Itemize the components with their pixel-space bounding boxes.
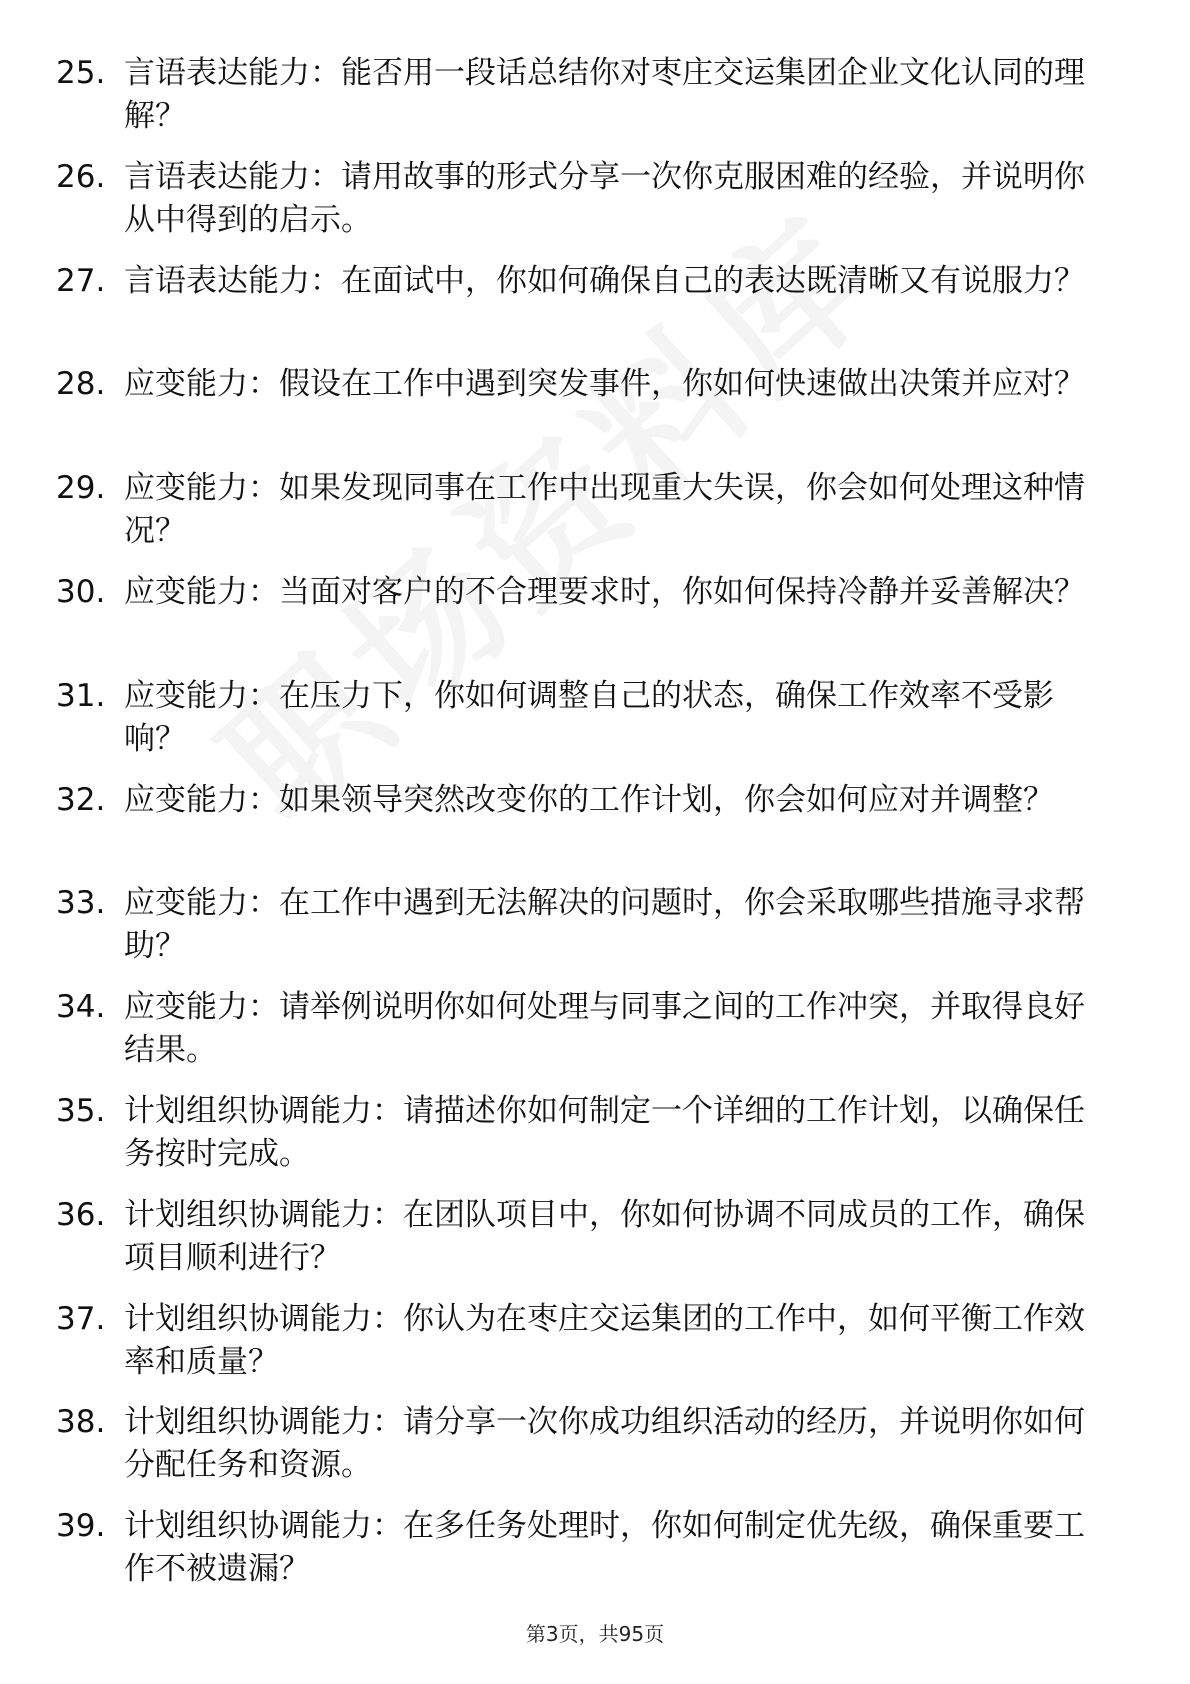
question-item — [0, 1401, 1190, 1505]
question-item — [0, 467, 1190, 571]
question-item — [0, 779, 1190, 883]
question-text: 计划组织协调能力：你认为在枣庄交运集团的工作中，如何平衡工作效率和质量？ — [124, 1300, 1085, 1380]
question-item — [0, 882, 1190, 986]
question-text: 计划组织协调能力：在团队项目中，你如何协调不同成员的工作，确保项目顺利进行？ — [124, 1196, 1085, 1276]
question-number: 35. — [56, 1092, 106, 1129]
question-item — [0, 986, 1190, 1090]
question-item — [0, 1090, 1190, 1194]
question-number: 31. — [56, 677, 106, 714]
question-number: 34. — [56, 989, 106, 1026]
question-number: 25. — [56, 55, 106, 91]
question-text: 应变能力：在压力下，你如何调整自己的状态，确保工作效率不受影响？ — [124, 677, 1054, 757]
question-text: 计划组织协调能力：请分享一次你成功组织活动的经历，并说明你如何分配任务和资源。 — [124, 1404, 1085, 1484]
question-number: 36. — [56, 1196, 106, 1233]
question-text: 应变能力：当面对客户的不合理要求时，你如何保持冷静并妥善解决？ — [124, 573, 1085, 610]
question-item — [0, 571, 1190, 675]
question-text: 应变能力：假设在工作中遇到突发事件，你如何快速做出决策并应对？ — [124, 366, 1085, 403]
question-number: 26. — [56, 158, 106, 195]
question-text: 计划组织协调能力：请描述你如何制定一个详细的工作计划，以确保任务按时完成。 — [124, 1092, 1085, 1172]
question-number: 32. — [56, 781, 106, 818]
question-text: 应变能力：如果领导突然改变你的工作计划，你会如何应对并调整？ — [124, 781, 1054, 818]
question-item — [0, 675, 1190, 779]
question-text: 言语表达能力：能否用一段话总结你对枣庄交运集团企业文化认同的理解？ — [124, 55, 1085, 134]
question-text: 言语表达能力：请用故事的形式分享一次你克服困难的经验，并说明你从中得到的启示。 — [124, 158, 1085, 238]
question-number: 27. — [56, 262, 106, 299]
question-number: 33. — [56, 885, 106, 922]
question-number: 29. — [56, 470, 106, 507]
question-item — [0, 260, 1190, 364]
question-number: 37. — [56, 1300, 106, 1337]
page-footer: 第3页，共95页 — [525, 1622, 665, 1646]
question-item — [0, 1298, 1190, 1402]
question-text: 应变能力：请举例说明你如何处理与同事之间的工作冲突，并取得良好结果。 — [124, 989, 1085, 1069]
question-item — [0, 156, 1190, 260]
question-text: 计划组织协调能力：在多任务处理时，你如何制定优先级，确保重要工作不被遗漏？ — [124, 1508, 1085, 1588]
question-number: 28. — [56, 366, 106, 403]
question-item — [0, 52, 1190, 156]
question-number: 30. — [56, 573, 106, 610]
question-list — [0, 52, 1190, 1609]
question-number: 39. — [56, 1508, 106, 1545]
question-text: 言语表达能力：在面试中，你如何确保自己的表达既清晰又有说服力？ — [124, 262, 1085, 299]
question-item — [0, 363, 1190, 467]
question-item — [0, 1194, 1190, 1298]
question-text: 应变能力：如果发现同事在工作中出现重大失误，你会如何处理这种情况？ — [124, 470, 1085, 550]
question-text: 应变能力：在工作中遇到无法解决的问题时，你会采取哪些措施寻求帮助？ — [124, 885, 1085, 965]
question-item — [0, 1505, 1190, 1609]
question-number: 38. — [56, 1404, 106, 1441]
